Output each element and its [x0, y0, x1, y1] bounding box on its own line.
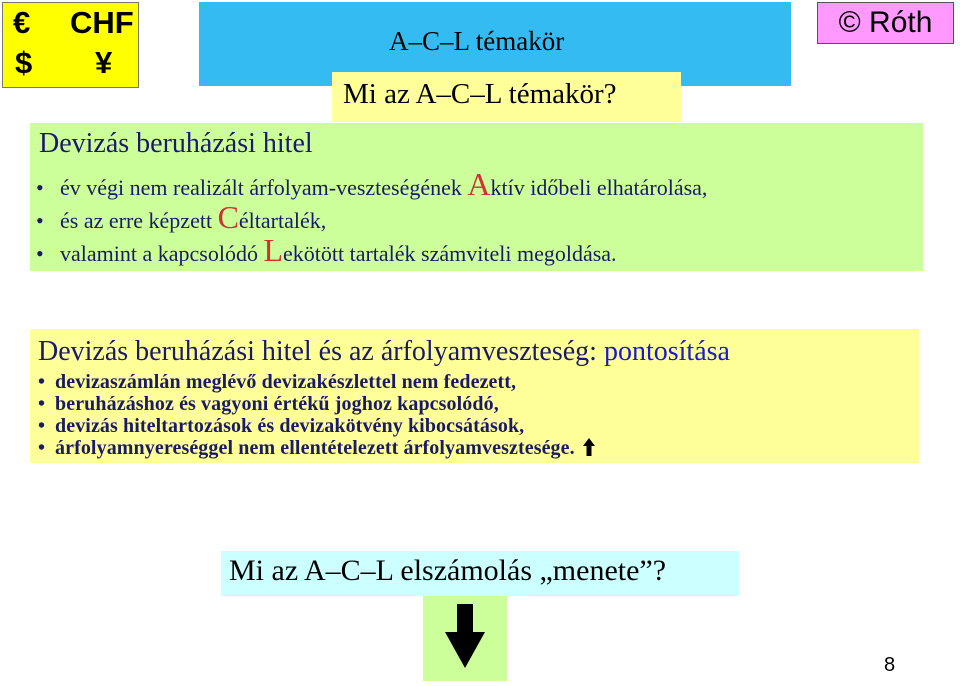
- yen-symbol: ¥: [95, 45, 113, 80]
- list-item: • devizaszámlán meglévő devizakészlettel nem fedezett,: [37, 371, 517, 393]
- page-number: 8: [884, 654, 896, 676]
- copyright-badge: © Róth: [817, 2, 954, 44]
- green-section-title: Devizás beruházási hitel: [39, 128, 313, 159]
- chf-label: CHF: [70, 5, 134, 40]
- arrow-down-icon: [423, 596, 507, 681]
- arrow-up-icon: [582, 437, 596, 457]
- arrow-box: [423, 596, 507, 681]
- list-item: • év végi nem realizált árfolyam-veszteségének Aktív időbeli elhatárolása,: [36, 166, 708, 202]
- yellow-section-title: Devizás beruházási hitel és az árfolyamveszteség: pontosítása: [38, 336, 730, 367]
- list-item: • árfolyamnyereséggel nem ellentételezett árfolyamvesztesége.: [28, 437, 596, 460]
- list-item: • devizás hiteltartozások és devizakötvény kibocsátások,: [37, 415, 525, 437]
- question-text: Mi az A–C–L elszámolás „menete”?: [229, 554, 667, 587]
- dollar-symbol: $: [15, 45, 33, 80]
- list-item: • és az erre képzett Céltartalék,: [36, 199, 327, 235]
- list-item: • valamint a kapcsolódó Lekötött tartalék számviteli megoldása.: [36, 232, 617, 268]
- euro-symbol: €: [13, 5, 31, 40]
- slide-subtitle: Mi az A–C–L témakör?: [343, 78, 617, 110]
- list-item: • beruházáshoz és vagyoni értékű joghoz kapcsolódó,: [37, 393, 499, 415]
- slide-title: A–C–L témakör: [389, 26, 565, 56]
- currency-box: [2, 2, 139, 88]
